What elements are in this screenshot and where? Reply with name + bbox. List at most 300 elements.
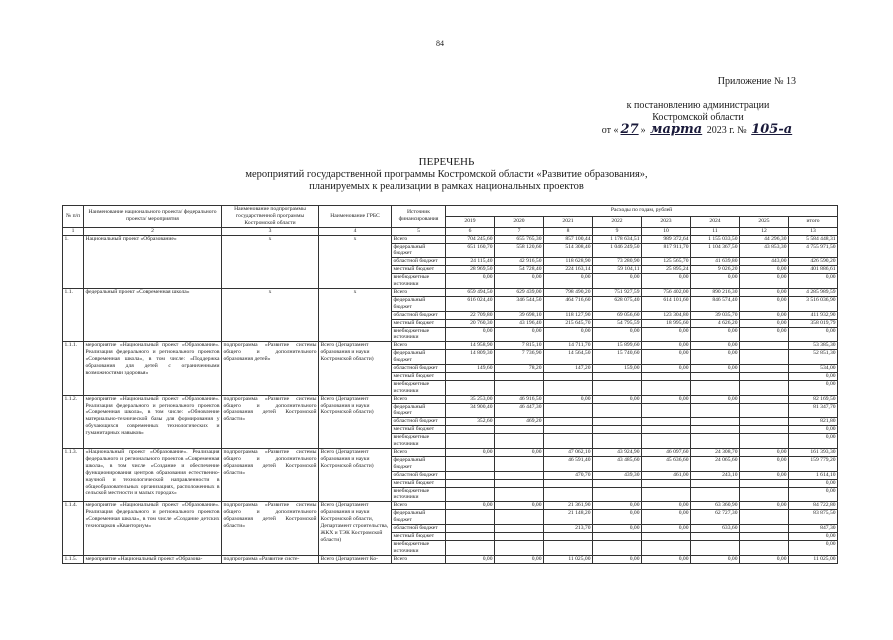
row-value: 0,00 (544, 327, 593, 342)
row-subprogram: подпрограмма «Развитие системы общего и дополнительного образования детей» (222, 342, 319, 395)
row-value (495, 532, 544, 540)
row-value: 426 590,20 (789, 258, 838, 266)
row-value (544, 434, 593, 449)
row-grbs: Всего (Департамент образования и науки Костромской области) (319, 449, 392, 502)
row-value: 0,00 (544, 395, 593, 403)
header-num: № п/п (63, 206, 84, 228)
row-value (446, 372, 495, 380)
row-name: мероприятие «Национальный проект «Образование». Реализация федерального и регионального проектов «Современная школа», в том числе «Создание детских технопарков «Кванториум» (84, 502, 222, 555)
row-value: 24 115,40 (446, 258, 495, 266)
row-value: 52 851,30 (789, 350, 838, 365)
row-value (642, 418, 691, 426)
row-grbs: Всего (Департамент Ко- (319, 555, 392, 563)
row-value (740, 350, 789, 365)
document-title (0, 156, 893, 194)
row-value: 0,00 (495, 327, 544, 342)
row-value (593, 479, 642, 487)
row-value: 411 932,90 (789, 311, 838, 319)
row-value: 39 035,70 (691, 311, 740, 319)
row-value (642, 434, 691, 449)
row-value (740, 532, 789, 540)
row-value: 63 360,90 (691, 502, 740, 510)
row-value: 0,00 (740, 449, 789, 457)
row-grbs: х (319, 288, 392, 341)
row-source: федеральный бюджет (392, 296, 446, 311)
row-value (593, 418, 642, 426)
row-value: 890 216,30 (691, 288, 740, 296)
row-value: 11 025,00 (544, 555, 593, 563)
row-value: 0,00 (495, 274, 544, 289)
row-name: мероприятие «Национальный проект «Образование». Реализация федерального и регионального проектов «Современная школа», в том числе: «Поддержка образования для детей с ограниченными возможностями здоровья» (84, 342, 222, 395)
row-value: 0,00 (691, 274, 740, 289)
row-number: 1.1.1. (63, 342, 84, 395)
title-line-3: планируемых к реализации в рамках национальных проектов (309, 181, 584, 192)
row-subprogram: подпрограмма «Развитие системы общего и дополнительного образования детей Костромской области» (222, 502, 319, 555)
row-value (446, 456, 495, 471)
row-value: 0,00 (740, 266, 789, 274)
row-value (544, 403, 593, 418)
row-value (593, 403, 642, 418)
row-source: местный бюджет (392, 532, 446, 540)
row-value: 0,00 (740, 502, 789, 510)
row-value (691, 479, 740, 487)
row-name: Национальный проект «Образование» (84, 235, 222, 288)
row-value: 616 024,40 (446, 296, 495, 311)
row-value: 0,00 (642, 350, 691, 365)
row-value: 0,00 (691, 365, 740, 373)
row-value: 0,00 (593, 395, 642, 403)
decree-prefix: от « (601, 125, 619, 136)
row-number: 1. (63, 235, 84, 288)
row-value: 44 296,30 (740, 235, 789, 243)
row-value: 0,00 (495, 502, 544, 510)
column-number: 12 (740, 227, 789, 235)
row-value (740, 487, 789, 502)
row-value: 14 958,90 (446, 342, 495, 350)
row-value: 0,00 (446, 449, 495, 457)
row-value: 0,00 (740, 471, 789, 479)
row-subprogram: подпрограмма «Развитие системы общего и дополнительного образования детей Костромской области» (222, 395, 319, 448)
row-value (593, 372, 642, 380)
row-value: 0,00 (642, 342, 691, 350)
row-value: 0,00 (544, 274, 593, 289)
row-source: областной бюджет (392, 365, 446, 373)
row-value (691, 403, 740, 418)
row-value: 0,00 (740, 456, 789, 471)
row-value: 470,70 (544, 471, 593, 479)
row-value: 0,00 (446, 274, 495, 289)
row-value (740, 426, 789, 434)
row-value: 0,00 (495, 449, 544, 457)
column-number: 13 (789, 227, 838, 235)
row-value: 358 019,79 (789, 319, 838, 327)
row-value: 0,00 (740, 274, 789, 289)
header-grbs: Наименование ГРБС (319, 206, 392, 228)
row-value: 558 120,60 (495, 243, 544, 258)
row-value: 0,00 (593, 274, 642, 289)
row-value (495, 525, 544, 533)
row-value (593, 426, 642, 434)
row-value: 0,00 (446, 327, 495, 342)
row-value (593, 532, 642, 540)
row-value (691, 540, 740, 555)
row-value: 0,00 (789, 540, 838, 555)
row-value: 21 148,20 (544, 510, 593, 525)
row-value: 464 716,60 (544, 296, 593, 311)
row-name: мероприятие «Национальный проект «Образование». Реализация федерального и регионального проектов «Современная школа», в том числе: «Обновление материально-технической базы для формирования у обучающихся современных технологических и гуманитарных навыков» (84, 395, 222, 448)
row-value (544, 418, 593, 426)
row-value: 123 304,80 (642, 311, 691, 319)
row-value: 704 245,60 (446, 235, 495, 243)
row-value (593, 434, 642, 449)
column-number: 11 (691, 227, 740, 235)
row-value (495, 372, 544, 380)
row-number: 1.1. (63, 288, 84, 341)
row-value: 628 075,40 (593, 296, 642, 311)
row-value (691, 532, 740, 540)
row-value (740, 342, 789, 350)
row-value (544, 380, 593, 395)
header-year: 2025 (740, 216, 789, 227)
row-value: 43 853,30 (740, 243, 789, 258)
row-value (740, 365, 789, 373)
row-value: 0,00 (691, 395, 740, 403)
row-value: 0,00 (593, 525, 642, 533)
row-value: 161 393,30 (789, 449, 838, 457)
row-value: 47 062,10 (544, 449, 593, 457)
row-source: Всего (392, 555, 446, 563)
column-number: 7 (495, 227, 544, 235)
decree-number-handwritten: 105-а (751, 122, 793, 137)
row-value: 34 900,40 (446, 403, 495, 418)
row-value: 4 626,20 (691, 319, 740, 327)
row-value: 159,00 (593, 365, 642, 373)
row-value: 14 564,50 (544, 350, 593, 365)
row-source: Всего (392, 449, 446, 457)
header-year: 2024 (691, 216, 740, 227)
row-value (740, 418, 789, 426)
row-value: 18 995,60 (642, 319, 691, 327)
row-value (495, 510, 544, 525)
header-source: Источник финансирования (392, 206, 446, 228)
row-value: 659 494,50 (446, 288, 495, 296)
row-value: 28 969,50 (446, 266, 495, 274)
row-value: 81 347,70 (789, 403, 838, 418)
row-value (446, 380, 495, 395)
row-value (740, 510, 789, 525)
header-expenses: Расходы по годам, рублей (446, 206, 838, 217)
row-value: 62 727,30 (691, 510, 740, 525)
row-value: 43 924,90 (593, 449, 642, 457)
row-value: 0,00 (789, 434, 838, 449)
row-subprogram: х (222, 235, 319, 288)
row-source: внебюджетные источники (392, 274, 446, 289)
column-number: 10 (642, 227, 691, 235)
row-value: 857 100,44 (544, 235, 593, 243)
row-value: 42 916,50 (495, 258, 544, 266)
row-number: 1.1.2. (63, 395, 84, 448)
row-value: 0,00 (740, 319, 789, 327)
row-source: Всего (392, 288, 446, 296)
row-grbs: Всего (Департамент образования и науки Костромской области) (319, 395, 392, 448)
row-source: федеральный бюджет (392, 243, 446, 258)
row-value: 0,00 (642, 502, 691, 510)
decree-line-3 (560, 124, 836, 137)
row-value: 0,00 (691, 327, 740, 342)
row-value: 1 104 367,50 (691, 243, 740, 258)
header-year: 2019 (446, 216, 495, 227)
title-line-1: ПЕРЕЧЕНЬ (418, 156, 475, 168)
row-value: 0,00 (740, 555, 789, 563)
decree-line-2: Костромской области (652, 112, 744, 123)
row-subprogram: подпрограмма «Развитие систе- (222, 555, 319, 563)
row-value: 24 065,60 (691, 456, 740, 471)
row-value: 118 127,90 (544, 311, 593, 319)
header-subprogram: Наименование подпрограммы государственной программы Костромской области (222, 206, 319, 228)
row-value: 125 565,70 (642, 258, 691, 266)
row-value: 401 886,61 (789, 266, 838, 274)
row-value: 213,70 (544, 525, 593, 533)
row-value: 1 046 249,50 (593, 243, 642, 258)
row-value: 43 485,60 (593, 456, 642, 471)
row-value (446, 479, 495, 487)
header-year: 2021 (544, 216, 593, 227)
row-value: 7 736,90 (495, 350, 544, 365)
row-value: 14 809,30 (446, 350, 495, 365)
row-value: 821,80 (789, 418, 838, 426)
row-value (642, 426, 691, 434)
row-value (495, 456, 544, 471)
row-source: федеральный бюджет (392, 456, 446, 471)
row-value: 0,00 (642, 525, 691, 533)
row-value: 629 439,00 (495, 288, 544, 296)
row-value: 46 097,60 (642, 449, 691, 457)
column-number: 3 (222, 227, 319, 235)
row-value: 21 361,90 (544, 502, 593, 510)
row-value: 0,00 (593, 510, 642, 525)
row-value: 53 385,30 (789, 342, 838, 350)
row-value (495, 540, 544, 555)
row-value: 59 104,11 (593, 266, 642, 274)
row-value: 847,30 (789, 525, 838, 533)
row-value (740, 380, 789, 395)
row-value (446, 532, 495, 540)
row-value (642, 372, 691, 380)
row-source: внебюджетные источники (392, 540, 446, 555)
row-name: федеральный проект «Современная школа» (84, 288, 222, 341)
column-number: 5 (392, 227, 446, 235)
row-value: 159 779,20 (789, 456, 838, 471)
row-number: 1.1.5. (63, 555, 84, 563)
row-value: 0,00 (740, 311, 789, 319)
row-value: 54 795,59 (593, 319, 642, 327)
row-value: 0,00 (789, 487, 838, 502)
row-source: Всего (392, 342, 446, 350)
row-value: 756 402,00 (642, 288, 691, 296)
row-value (691, 418, 740, 426)
row-value: 817 911,70 (642, 243, 691, 258)
row-value: 0,00 (642, 365, 691, 373)
row-value (740, 372, 789, 380)
row-value (593, 487, 642, 502)
row-value (446, 540, 495, 555)
table-row (63, 502, 838, 510)
row-source: Всего (392, 395, 446, 403)
row-value (593, 540, 642, 555)
row-value (642, 403, 691, 418)
row-value (691, 487, 740, 502)
row-value: 0,00 (446, 502, 495, 510)
row-value: 0,00 (691, 555, 740, 563)
decree-year: 2023 г. № (704, 125, 750, 136)
row-value (495, 471, 544, 479)
row-value: 0,00 (642, 510, 691, 525)
row-number: 1.1.3. (63, 449, 84, 502)
row-value (740, 403, 789, 418)
row-value: 0,00 (789, 532, 838, 540)
row-value: 7 815,10 (495, 342, 544, 350)
row-value (446, 487, 495, 502)
row-value: 0,00 (789, 327, 838, 342)
row-value: 1 178 634,51 (593, 235, 642, 243)
row-value (593, 380, 642, 395)
column-number: 8 (544, 227, 593, 235)
table-row (63, 288, 838, 296)
row-value: 0,00 (789, 426, 838, 434)
row-value: 69 056,60 (593, 311, 642, 319)
row-source: местный бюджет (392, 426, 446, 434)
row-value: 46 591,40 (544, 456, 593, 471)
row-name: мероприятие «Национальный проект «Образова- (84, 555, 222, 563)
row-source: областной бюджет (392, 525, 446, 533)
header-project: Наименование национального проекта/ федерального проекта/ мероприятия (84, 206, 222, 228)
row-value (740, 434, 789, 449)
row-value: 46 916,50 (495, 395, 544, 403)
row-value (642, 532, 691, 540)
row-value: 243,10 (691, 471, 740, 479)
row-value: 25 895,24 (642, 266, 691, 274)
row-source: областной бюджет (392, 258, 446, 266)
row-value: 45 636,60 (642, 456, 691, 471)
row-value (446, 525, 495, 533)
row-value: 0,00 (642, 395, 691, 403)
column-number: 6 (446, 227, 495, 235)
row-value: 1 155 033,50 (691, 235, 740, 243)
row-value: 651 160,70 (446, 243, 495, 258)
row-source: областной бюджет (392, 471, 446, 479)
header-year: 2020 (495, 216, 544, 227)
row-grbs: Всего (Департамент образования и науки Костромской области) (319, 342, 392, 395)
row-value: 0,00 (740, 327, 789, 342)
row-value: 0,00 (740, 296, 789, 311)
row-value: 633,60 (691, 525, 740, 533)
table-row (63, 235, 838, 243)
row-value: 15 899,60 (593, 342, 642, 350)
row-value: 0,00 (789, 372, 838, 380)
row-value: 22 709,80 (446, 311, 495, 319)
row-value: 346 544,50 (495, 296, 544, 311)
row-value: 352,60 (446, 418, 495, 426)
row-value: 0,00 (789, 380, 838, 395)
row-source: Всего (392, 502, 446, 510)
decree-line-1: к постановлению администрации (626, 100, 770, 111)
table-row (63, 555, 838, 563)
row-value: 24 308,70 (691, 449, 740, 457)
row-value: 0,00 (446, 555, 495, 563)
row-source: внебюджетные источники (392, 487, 446, 502)
row-source: Всего (392, 235, 446, 243)
header-total: итого (789, 216, 838, 227)
row-value: 4 755 971,50 (789, 243, 838, 258)
row-value: 439,30 (593, 471, 642, 479)
row-value: 0,00 (691, 342, 740, 350)
row-source: местный бюджет (392, 319, 446, 327)
row-source: местный бюджет (392, 266, 446, 274)
row-value: 73 280,90 (593, 258, 642, 266)
row-value (740, 525, 789, 533)
row-value: 35 253,00 (446, 395, 495, 403)
row-value: 0,00 (495, 555, 544, 563)
row-value (495, 479, 544, 487)
row-value (544, 487, 593, 502)
row-value (691, 372, 740, 380)
row-grbs: Всего (Департамент образования и науки Костромской области, Департамент строительства, ЖКХ и ТЭК Костромской области) (319, 502, 392, 555)
row-value: 9 026,20 (691, 266, 740, 274)
row-value (544, 372, 593, 380)
row-value (740, 540, 789, 555)
row-source: федеральный бюджет (392, 350, 446, 365)
column-number: 1 (63, 227, 84, 235)
row-value: 0,00 (593, 502, 642, 510)
row-value: 0,00 (593, 555, 642, 563)
table-row (63, 395, 838, 403)
measures-table (62, 205, 838, 564)
row-value: 147,20 (544, 365, 593, 373)
row-value: 798 490,20 (544, 288, 593, 296)
row-value (691, 426, 740, 434)
row-value: 655 765,30 (495, 235, 544, 243)
row-value: 461,00 (642, 471, 691, 479)
row-value: 41 639,80 (691, 258, 740, 266)
row-value: 0,00 (642, 555, 691, 563)
row-value: 224 163,14 (544, 266, 593, 274)
row-source: федеральный бюджет (392, 403, 446, 418)
row-value (642, 540, 691, 555)
appendix-label: Приложение № 13 (717, 76, 796, 87)
row-value: 54 728,40 (495, 266, 544, 274)
row-value (691, 434, 740, 449)
row-value (446, 426, 495, 434)
row-name: «Национальный проект «Образование». Реализация федерального и регионального проектов «Современная школа», в том числе «Создание и обеспечение функционирования центров образования естественно-научной и технологической направленности в общеобразовательных организациях, расположенных в сельской местности и малых городах» (84, 449, 222, 502)
row-source: внебюджетные источники (392, 434, 446, 449)
row-value: 469,20 (495, 418, 544, 426)
decree-mid: » (640, 125, 649, 136)
row-value (740, 479, 789, 487)
row-value (691, 380, 740, 395)
row-value (544, 426, 593, 434)
row-value: 149,60 (446, 365, 495, 373)
row-value (495, 380, 544, 395)
row-value (495, 426, 544, 434)
row-value: 14 711,70 (544, 342, 593, 350)
row-value: 514 308,40 (544, 243, 593, 258)
title-line-2: мероприятий государственной программы Костромской области «Развитие образования», (245, 168, 648, 180)
row-value (446, 510, 495, 525)
row-value: 39 698,10 (495, 311, 544, 319)
row-value (495, 487, 544, 502)
row-source: местный бюджет (392, 372, 446, 380)
row-value: 443,00 (740, 258, 789, 266)
